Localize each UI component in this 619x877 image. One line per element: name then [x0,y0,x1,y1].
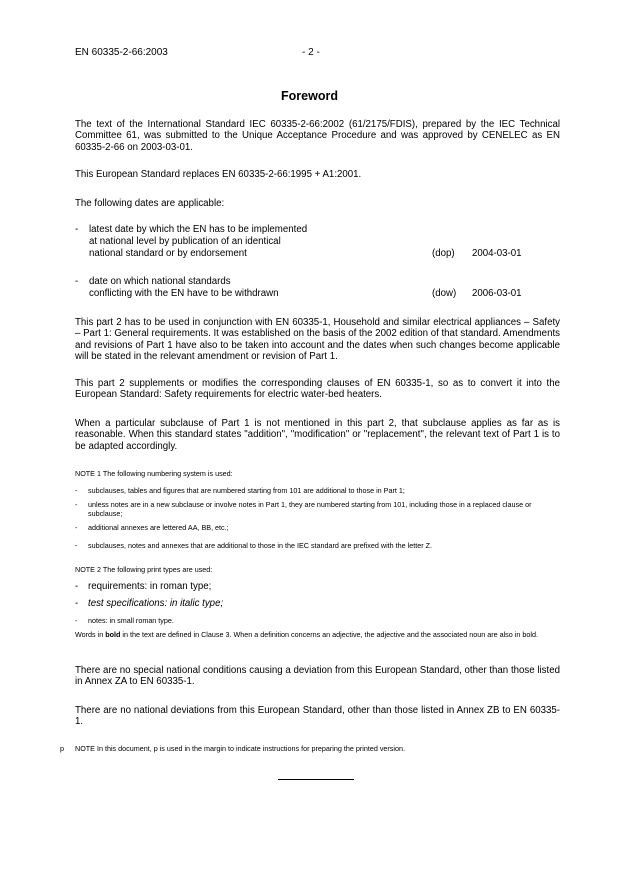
date-dop-code: (dop) [432,248,455,259]
note1-item: unless notes are in a new subclause or involve notes in Part 1, they are numbered starting from 101, including those in a replaced clause or subclause; [88,500,532,518]
note2-dash: - [75,616,78,625]
final-note: NOTE In this document, p is used in the margin to indicate instructions for preparing the printed version. [75,744,405,753]
date-dop-value: 2004-03-01 [472,248,522,259]
note1-dash: - [75,486,78,495]
date-dop-line1: latest date by which the EN has to be implemented [89,224,308,235]
page-title: Foreword [281,89,338,103]
date-dow-code: (dow) [432,288,457,299]
note1-dash: - [75,500,78,509]
bold-note-post: in the text are defined in Clause 3. When a definition concerns an adjective, the adjective and the associated noun are also in bold. [120,630,538,639]
date-dop-line2: at national level by publication of an identical [89,236,281,247]
date-dow-line1: date on which national standards [89,276,231,287]
date-dow-line2: conflicting with the EN have to be withdrawn [89,288,279,299]
date-dop-line3: national standard or by endorsement [89,248,247,259]
paragraph-dates-intro: The following dates are applicable: [75,198,225,209]
note1-dash: - [75,523,78,532]
note2-dash: - [75,581,79,592]
paragraph-replaces: This European Standard replaces EN 60335-2-66:1995 + A1:2001. [75,169,362,180]
note2-item-italic: test specifications: in italic type; [88,598,224,609]
bold-definition-note [75,630,560,639]
paragraph-approval: The text of the International Standard IEC 60335-2-66:2002 (61/2175/FDIS), prepared by the IEC Technical Committee 61, was submitted to the Unique Acceptance Procedure and was approved by CENELEC as EN 60335-2-66 on 2003-03-01. [75,119,560,153]
date-dow-value: 2006-03-01 [472,288,522,299]
paragraph-national-conditions: There are no special national conditions causing a deviation from this European Standard, other than those listed in Annex ZA to EN 60335-1. [75,665,560,688]
list-dash: - [75,224,79,235]
note1-item: subclauses, tables and figures that are numbered starting from 101 are additional to those in Part 1; [88,486,405,495]
note1-dash: - [75,541,78,550]
note1-heading: NOTE 1 The following numbering system is used: [75,469,233,478]
paragraph-part2-usage: This part 2 has to be used in conjunction with EN 60335-1, Household and similar electrical appliances – Safety – Part 1: General requirements. It was established on the basis of the 2002 edition of that standard. Amendments and revisions of Part 1 have also to be taken into account and the dates when such changes become applicable will be stated in the relevant amendment or revision of Part 1. [75,317,560,362]
note2-item-small: notes: in small roman type. [88,616,174,625]
end-rule [278,779,354,780]
page-number: - 2 - [302,47,320,58]
margin-mark-p: p [60,744,64,753]
bold-note-pre: Words in [75,630,106,639]
paragraph-supplements: This part 2 supplements or modifies the corresponding clauses of EN 60335-1, so as to convert it into the European Standard: Safety requirements for electric water-bed heaters. [75,378,560,401]
paragraph-subclause: When a particular subclause of Part 1 is not mentioned in this part 2, that subclause applies as far as is reasonable. When this standard states "addition", "modification" or "replacement", the relevant text of Part 1 is to be adapted accordingly. [75,418,560,452]
note1-item: subclauses, notes and annexes that are additional to those in the IEC standard are prefixed with the letter Z. [88,541,433,550]
note2-dash: - [75,598,79,609]
paragraph-national-deviations: There are no national deviations from this European Standard, other than those listed in Annex ZB to EN 60335-1. [75,705,560,728]
bold-note-word: bold [105,630,121,639]
note2-item-roman: requirements: in roman type; [88,581,212,592]
note2-heading: NOTE 2 The following print types are used: [75,565,213,574]
note1-item: additional annexes are lettered AA, BB, etc.; [88,523,229,532]
list-dash: - [75,276,79,287]
document-id: EN 60335-2-66:2003 [75,47,168,58]
